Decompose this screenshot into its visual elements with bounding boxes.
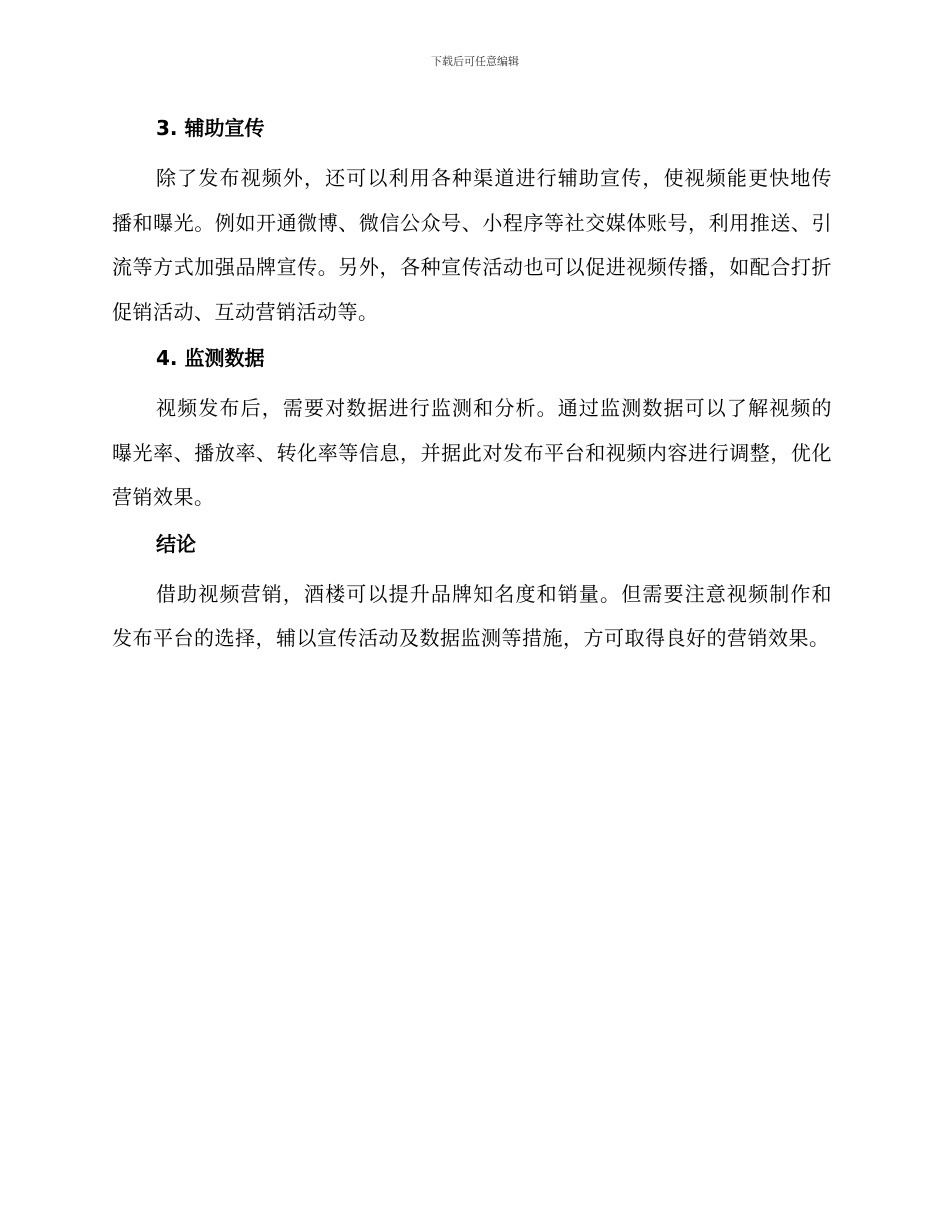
section-heading: 3. 辅助宣传 bbox=[156, 116, 265, 140]
section-paragraph: 视频发布后，需要对数据进行监测和分析。通过监测数据可以了解视频的曝光率、播放率、转化率等信息，并据此对发布平台和视频内容进行调整，优化营销效果。 bbox=[112, 396, 832, 509]
section-monitoring bbox=[112, 338, 832, 520]
section-conclusion bbox=[112, 524, 832, 661]
page-header: 下载后可任意编辑 bbox=[431, 55, 519, 68]
section-promotion bbox=[112, 108, 832, 334]
section-paragraph: 借助视频营销，酒楼可以提升品牌知名度和销量。但需要注意视频制作和发布平台的选择，辅以宣传活动及数据监测等措施，方可取得良好的营销效果。 bbox=[112, 581, 832, 650]
section-heading: 结论 bbox=[156, 531, 196, 556]
section-paragraph: 除了发布视频外，还可以利用各种渠道进行辅助宣传，使视频能更快地传播和曝光。例如开通微博、微信公众号、小程序等社交媒体账号，利用推送、引流等方式加强品牌宣传。另外，各种宣传活动也可以促进视频传播，如配合打折促销活动、互动营销活动等。 bbox=[112, 166, 832, 324]
document-body bbox=[112, 108, 832, 665]
section-heading: 4. 监测数据 bbox=[156, 346, 265, 370]
